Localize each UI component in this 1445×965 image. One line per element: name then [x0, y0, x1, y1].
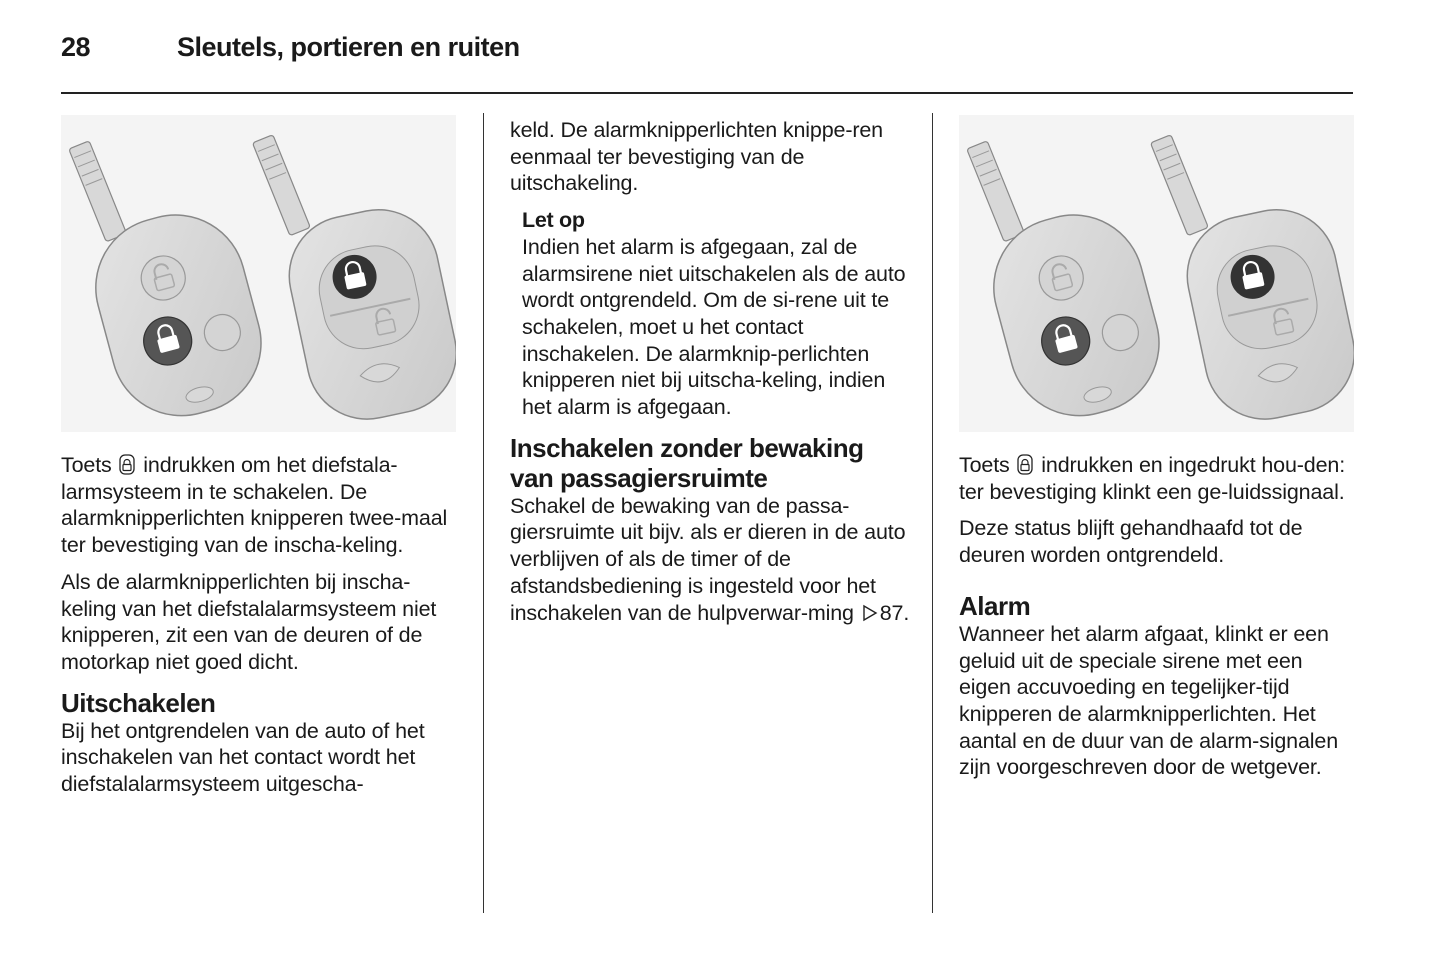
column-middle — [510, 117, 910, 636]
text-segment: indrukken en ingedrukt hou-den: ter bevestiging klinkt een ge-luidssignaal. — [959, 453, 1346, 504]
note-text: Indien het alarm is afgegaan, zal de alarmsirene niet uitschakelen als de auto wordt ontgrendeld. Om de si-rene uit te schakelen, moet u het contact inschakelen. De alarmknip-perlichten knipperen niet bij uitscha-keling, indien het alarm is afgegaan. — [522, 234, 906, 420]
page-header — [61, 28, 1353, 94]
note-title: Let op — [522, 208, 585, 233]
text-segment: larmsysteem in te schakelen. De alarmknipperlichten knipperen twee-maal ter bevestiging van de inscha-keling. — [61, 479, 448, 558]
column-divider-right — [932, 113, 933, 913]
text-segment: Toets — [959, 453, 1010, 477]
lock-icon — [119, 454, 135, 475]
column-divider-left — [483, 113, 484, 913]
column-left — [61, 115, 461, 808]
page-reference-arrow-icon — [862, 604, 878, 622]
paragraph-interior-monitoring — [510, 493, 910, 627]
paragraph-activate — [61, 452, 461, 559]
text-segment: Schakel de bewaking van de passa-giersruimte uit bijv. als er dieren in de auto verblijven of als de timer of de afstandsbediening is ingesteld voor het inschakelen van de hulpverwar-ming — [510, 493, 906, 625]
heading-alarm: Alarm — [959, 590, 1031, 621]
text-segment: indrukken om het diefstala- — [143, 453, 398, 477]
page-title: Sleutels, portieren en ruiten — [177, 32, 520, 62]
paragraph-deactivate: Bij het ontgrendelen van de auto of het inschakelen van het contact wordt het diefstalalarmsysteem uitgescha- — [61, 718, 425, 797]
note-box — [522, 207, 910, 421]
heading-inschakelen-zonder-bewaking: Inschakelen zonder bewaking van passagiersruimte — [510, 432, 864, 493]
text-segment: Toets — [61, 453, 112, 477]
paragraph-status: Deze status blijft gehandhaafd tot de deuren worden ontgrendeld. — [959, 516, 1303, 568]
page-reference-number[interactable]: 87. — [879, 600, 910, 625]
paragraph-deactivate-cont: keld. De alarmknipperlichten knippe-ren eenmaal ter bevestiging van de uitschakeling. — [510, 118, 883, 196]
paragraph-hold-button — [959, 452, 1359, 505]
car-key-remote-illustration-icon — [959, 115, 1354, 432]
key-remote-figure — [61, 115, 456, 432]
heading-uitschakelen: Uitschakelen — [61, 687, 216, 718]
key-remote-figure — [959, 115, 1354, 432]
lock-icon — [1017, 454, 1033, 475]
column-right — [959, 115, 1359, 791]
paragraph-no-blink: Als de alarmknipperlichten bij inscha-keling van het diefstalalarmsysteem niet knipperen, zit een van de deuren of de motorkap niet goed dicht. — [61, 569, 437, 674]
car-key-remote-illustration-icon — [61, 115, 456, 432]
page-number: 28 — [61, 32, 91, 62]
paragraph-alarm: Wanneer het alarm afgaat, klinkt er een geluid uit de speciale sirene met een eigen accuvoeding en tegelijker-tijd knipperen de alarmknipperlichten. Het aantal en de duur van de alarm-signalen zijn voorgeschreven door de wetgever. — [959, 621, 1339, 780]
